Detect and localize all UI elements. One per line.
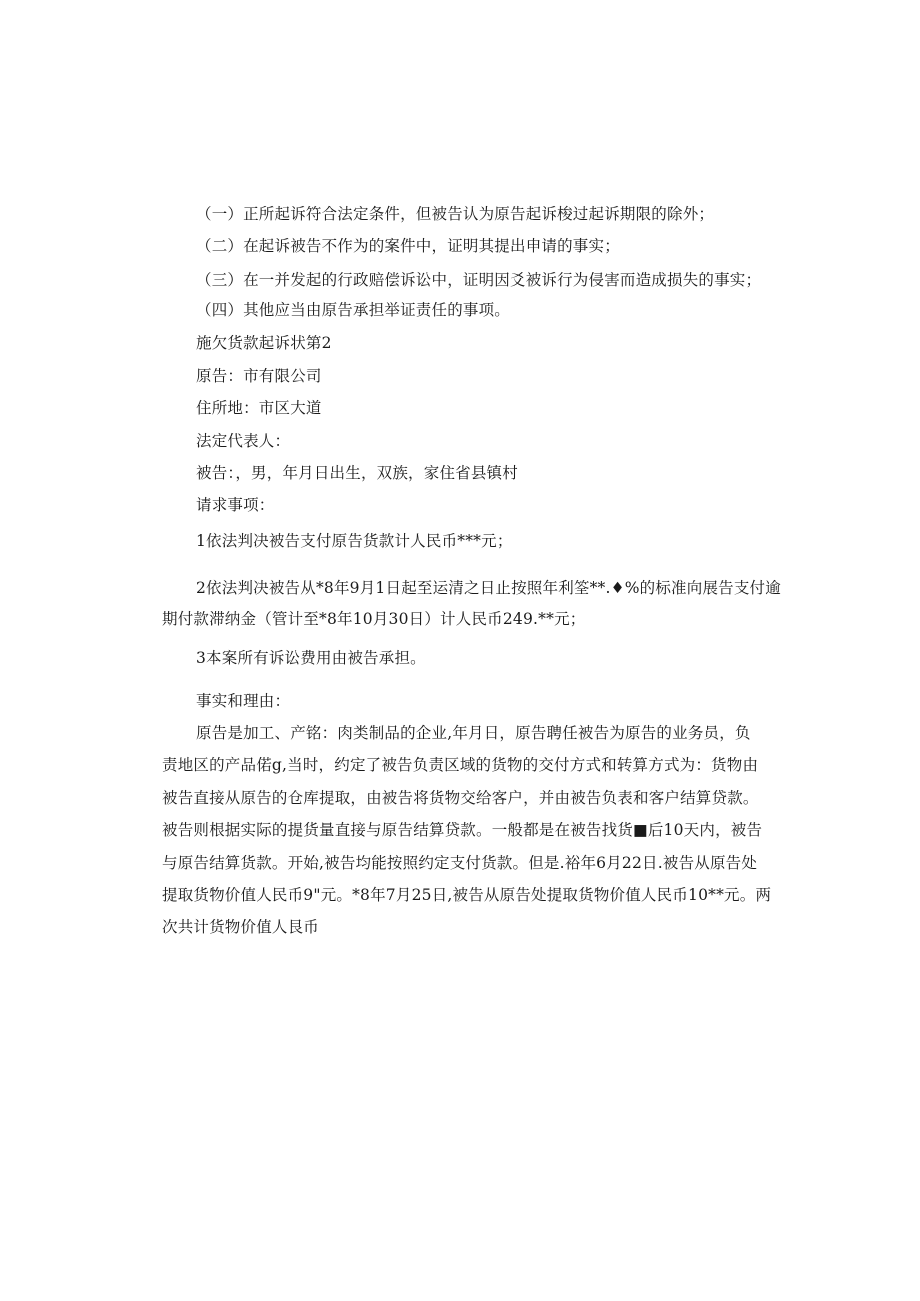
document-title: 施欠货款起诉状第2 [196, 334, 332, 352]
facts-line-4: 被告则根据实际的提货量直接与原告结算贷款。一般都是在被告找货■后10天内，被告 [162, 821, 763, 839]
legal-rep-line: 法定代表人： [196, 432, 291, 450]
defendant-line: 被告：，男，年月日出生，双族，家住省县镇村 [196, 464, 518, 482]
claim-2-line-2: 期付款滞纳金（管计至*8年10月30日）计人民币249.**元； [162, 610, 586, 628]
claim-2-line-1: 2依法判决被告从*8年9月1日起至运清之日止按照年利筌**.♦%的标准向展告支付逾 [196, 579, 781, 597]
plaintiff-line: 原告：市有限公司 [196, 367, 322, 385]
facts-line-6: 提取货物价值人民币9"元。*8年7月25日,被告从原告处提取货物价值人民币10**元。两 [162, 886, 772, 904]
evidence-item-3: （三）在一并发起的行政赔偿诉讼中，证明因爻被诉行为侵害而造成损失的事实； [196, 271, 762, 289]
evidence-item-2: （二）在起诉被告不作为的案件中，证明其提出申请的事实； [196, 237, 620, 255]
facts-line-5: 与原告结算货款。开始,被告均能按照约定支付货款。但是.裕年6月22日.被告从原告处 [162, 854, 758, 872]
evidence-item-4: （四）其他应当由原告承担举证责任的事项。 [196, 301, 511, 319]
facts-heading: 事实和理由： [196, 692, 291, 710]
facts-line-1: 原告是加工、产铭：肉类制品的企业,年月日，原告聘任被告为原告的业务员，负 [196, 724, 751, 742]
facts-line-7: 次共计货物价值人艮币 [162, 918, 320, 936]
evidence-item-1: （一）正所起诉符合法定条件，但被告认为原告起诉梭过起诉期限的除外； [196, 205, 715, 223]
address-line: 住所地：市区大道 [196, 399, 322, 417]
claim-3: 3本案所有诉讼费用由被告承担。 [196, 649, 426, 667]
facts-line-3: 被告直接从原告的仓库提取，由被告将货物交给客户，并由被告负表和客户结算贷款。 [162, 789, 759, 807]
claims-heading: 请求事项： [196, 496, 275, 514]
facts-line-2: 责地区的产品偌g,当时，约定了被告负责区域的货物的交付方式和转算方式为：货物由 [162, 756, 759, 774]
claim-1: 1依法判决被告支付原告货款计人民币***元； [196, 532, 513, 550]
